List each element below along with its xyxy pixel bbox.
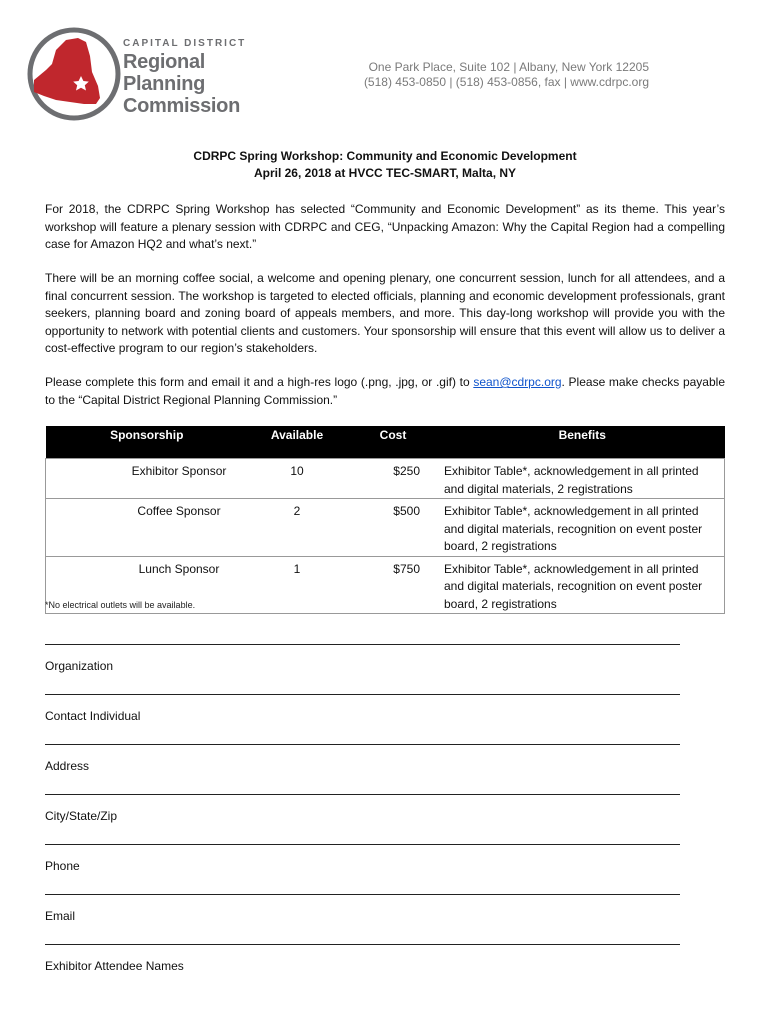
sponsor-benefits: Exhibitor Table*, acknowledgement in all printed and digital materials, 2 registrations <box>440 459 725 499</box>
field-label: Organization <box>45 659 114 673</box>
logo-org-line2: Regional <box>123 51 206 73</box>
contact-individual-field[interactable] <box>45 694 680 723</box>
instructions-text-end: . Please make checks payable to the “Capital District Regional Planning Commission.” <box>45 375 725 407</box>
sponsor-name: Coffee Sponsor <box>110 499 248 557</box>
field-label: Contact Individual <box>45 709 141 723</box>
address-field[interactable] <box>45 744 680 773</box>
cdrpc-logo <box>26 26 256 126</box>
letterhead-address <box>364 60 649 90</box>
contact-line: (518) 453-0850 | (518) 453-0856, fax | www.cdrpc.org <box>363 75 649 89</box>
sponsor-available: 10 <box>248 459 346 499</box>
logo-org-line1: CAPITAL DISTRICT <box>123 38 247 49</box>
attendee-names-field[interactable] <box>45 944 680 973</box>
sponsor-cost: $250 <box>346 459 440 499</box>
field-label: Exhibitor Attendee Names <box>45 959 184 973</box>
field-label: Email <box>45 909 76 923</box>
sponsor-cost: $750 <box>346 556 440 614</box>
table-header-row <box>46 426 725 459</box>
sponsor-benefits: Exhibitor Table*, acknowledgement in all printed and digital materials, recognition on event poster board, 2 registrations <box>440 556 725 614</box>
email-field[interactable] <box>45 894 680 923</box>
table-footnote: *No electrical outlets will be available. <box>45 600 196 610</box>
intro-paragraph: For 2018, the CDRPC Spring Workshop has selected “Community and Economic Development” as its theme. This year’s workshop will feature a plenary session with CDRPC and CEG, “Unpacking Amazon: Why the Capital Region had a compelling case for Amazon HQ2 and what’s next.” <box>45 202 725 251</box>
logo-org-line3: Planning <box>123 73 206 95</box>
instructions-paragraph <box>45 374 725 409</box>
sponsorship-table <box>45 426 725 614</box>
phone-field[interactable] <box>45 844 680 873</box>
field-label: Phone <box>45 859 80 873</box>
logo-org-line4: Commission <box>123 95 241 117</box>
table-row <box>46 499 725 557</box>
email-link[interactable]: sean@cdrpc.org <box>473 375 562 389</box>
header-benefits: Benefits <box>440 426 725 459</box>
address-line: One Park Place, Suite 102 | Albany, New York 12205 <box>368 60 649 74</box>
organization-field[interactable] <box>45 644 680 673</box>
city-state-zip-field[interactable] <box>45 794 680 823</box>
field-label: Address <box>45 759 90 773</box>
checkbox-cell-exhibitor[interactable] <box>46 459 111 499</box>
sponsor-name: Lunch Sponsor <box>110 556 248 614</box>
header-available: Available <box>248 426 346 459</box>
sponsor-available: 2 <box>248 499 346 557</box>
sponsor-available: 1 <box>248 556 346 614</box>
instructions-text: Please complete this form and email it and a high-res logo (.png, .jpg, or .gif) to <box>45 375 474 389</box>
sponsor-cost: $500 <box>346 499 440 557</box>
document-title <box>0 148 770 182</box>
new-york-state-logo-icon <box>26 26 122 122</box>
field-label: City/State/Zip <box>45 809 118 823</box>
title-line2: April 26, 2018 at HVCC TEC-SMART, Malta, NY <box>253 166 517 180</box>
table-row <box>46 459 725 499</box>
header-cost: Cost <box>346 426 440 459</box>
checkbox-cell-coffee[interactable] <box>46 499 111 557</box>
title-line1: CDRPC Spring Workshop: Community and Economic Development <box>193 149 577 163</box>
sponsor-benefits: Exhibitor Table*, acknowledgement in all printed and digital materials, recognition on event poster board, 2 registrations <box>440 499 725 557</box>
event-description-paragraph: There will be an morning coffee social, a welcome and opening plenary, one concurrent session, lunch for all attendees, and a final concurrent session. The workshop is targeted to elected officials, planning and economic development professionals, grant seekers, planning board and zoning board of appeals members, and more. This day-long workshop will provide you with the opportunity to network with potential clients and customers. Your sponsorship will ensure that this event will allow us to deliver a cost-effective program to our region’s stakeholders. <box>45 271 725 355</box>
header-sponsorship: Sponsorship <box>46 426 249 459</box>
sponsor-name: Exhibitor Sponsor <box>110 459 248 499</box>
